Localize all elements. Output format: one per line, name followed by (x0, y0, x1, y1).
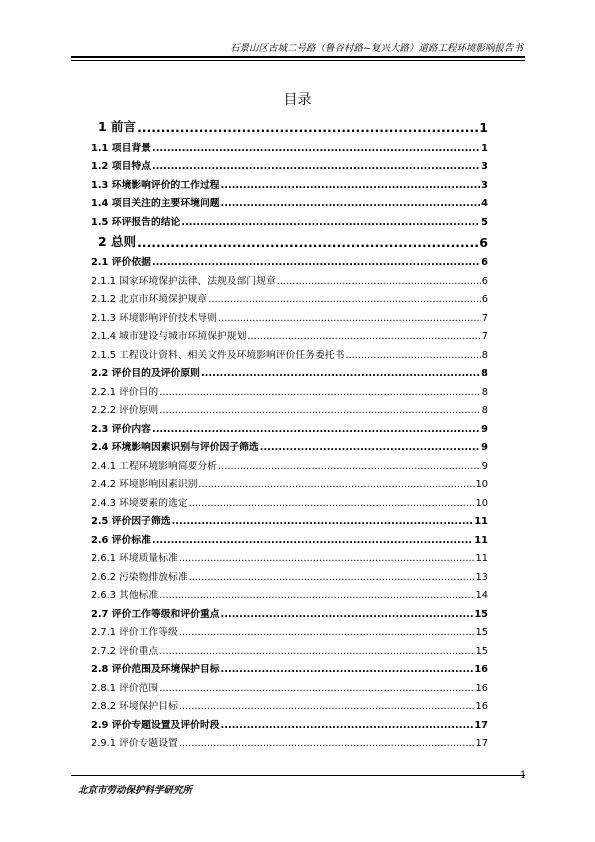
toc-leader-dots (208, 294, 481, 305)
toc-entry-page: 8 (481, 368, 488, 379)
toc-entry-page: 6 (479, 234, 488, 250)
toc-entry-page: 7 (481, 312, 488, 324)
toc-chapter-entry[interactable] (91, 113, 488, 135)
toc-entry-title: 2.4.3 环境要素的选定 (91, 497, 188, 509)
toc-entry-page: 9 (481, 460, 488, 472)
toc-entry[interactable] (91, 546, 488, 565)
toc-leader-dots (159, 590, 474, 601)
toc-entry-title: 2.8 评价范围及环境保护目标 (91, 664, 220, 675)
toc-entry-title: 2.7.2 评价重点 (91, 645, 159, 657)
toc-entry-title: 2.7.1 评价工作等级 (91, 627, 178, 638)
toc-entry[interactable] (91, 209, 488, 228)
toc-leader-dots (277, 276, 481, 287)
toc-entry-page: 8 (481, 386, 488, 398)
toc-leader-dots (137, 120, 478, 135)
toc-leader-dots (152, 424, 480, 435)
toc-entry-title: 2.2.1 评价目的 (91, 386, 159, 398)
toc-entry-title: 2.9.1 评价专题设置 (91, 738, 178, 749)
toc-entry-page: 9 (481, 442, 488, 453)
toc-entry-page: 8 (481, 349, 488, 361)
toc-leader-dots (218, 313, 481, 324)
toc-entry-title: 2.1.3 环境影响评价技术导则 (91, 312, 218, 324)
toc-entry[interactable] (91, 453, 488, 472)
footer-rule (71, 775, 525, 776)
toc-entry-title: 1.3 环境影响评价的工作过程 (91, 179, 220, 191)
toc-entry[interactable] (91, 135, 488, 154)
toc-entry[interactable] (91, 154, 488, 173)
toc-entry-page: 13 (475, 571, 488, 583)
toc-entry-page: 6 (481, 275, 488, 287)
toc-entry[interactable] (91, 472, 488, 491)
toc-entry-title: 1.5 环评报告的结论 (91, 216, 181, 228)
toc-entry-title: 2.2 评价目的及评价原则 (91, 368, 200, 379)
toc-entry-title: 2 总则 (98, 233, 137, 249)
toc-entry[interactable] (91, 712, 488, 731)
toc-entry-page: 11 (474, 534, 488, 546)
toc-entry-page: 6 (481, 294, 488, 305)
toc-entry[interactable] (91, 398, 488, 417)
toc-leader-dots (198, 479, 474, 490)
toc-entry-page: 16 (475, 701, 488, 712)
toc-entry-page: 1 (479, 120, 488, 135)
table-of-contents (91, 113, 488, 749)
toc-entry[interactable] (91, 361, 488, 380)
toc-entry-title: 2.4.1 工程环境影响简要分析 (91, 460, 218, 472)
toc-entry-page: 17 (475, 738, 488, 749)
footer-organization: 北京市劳动保护科学研究所 (78, 785, 193, 796)
toc-entry[interactable] (91, 490, 488, 509)
toc-entry-title: 2.4.2 环境影响因素识别 (91, 479, 198, 490)
toc-leader-dots (172, 516, 474, 527)
toc-entry-page: 10 (475, 479, 488, 490)
toc-entry-title: 2.9 评价专题设置及评价时段 (91, 719, 220, 731)
toc-entry[interactable] (91, 324, 488, 343)
toc-entry-page: 15 (475, 645, 488, 657)
toc-entry-title: 2.6.1 环境质量标准 (91, 553, 178, 564)
toc-leader-dots (152, 143, 480, 154)
toc-leader-dots (221, 720, 474, 731)
toc-leader-dots (179, 701, 475, 712)
page-number: 1 (520, 770, 527, 781)
toc-entry-title: 1.4 项目关注的主要环境问题 (91, 198, 220, 209)
toc-entry[interactable] (91, 268, 488, 287)
toc-entry-title: 2.1 评价依据 (91, 257, 151, 268)
toc-entry-title: 2.1.2 北京市环境保护规章 (91, 294, 208, 305)
toc-leader-dots (179, 553, 475, 564)
toc-entry[interactable] (91, 287, 488, 306)
header-rule-thin (71, 60, 525, 61)
toc-entry-title: 2.1.4 城市建设与城市环境保护规划 (91, 331, 247, 342)
toc-entry[interactable] (91, 620, 488, 639)
toc-entry-page: 16 (475, 682, 488, 694)
toc-title: 目录 (283, 92, 312, 108)
toc-entry[interactable] (91, 675, 488, 694)
toc-leader-dots (179, 627, 475, 638)
toc-leader-dots (189, 572, 475, 583)
toc-entry-page: 11 (474, 516, 488, 527)
toc-entry[interactable] (91, 435, 488, 454)
toc-entry-title: 1.2 项目特点 (91, 161, 151, 172)
toc-entry[interactable] (91, 731, 488, 750)
toc-entry-page: 1 (481, 142, 488, 154)
toc-entry-title: 2.5 评价因子筛选 (91, 516, 171, 527)
toc-entry-title: 2.1.1 国家环境保护法律、法规及部门规章 (91, 275, 276, 287)
running-header: 石景山区古城二号路（鲁谷村路~复兴大路）道路工程环境影响报告书 (230, 43, 523, 54)
toc-entry-page: 6 (481, 257, 488, 268)
toc-entry[interactable] (91, 379, 488, 398)
toc-entry-title: 1 前言 (98, 119, 137, 134)
toc-leader-dots (159, 387, 481, 398)
toc-leader-dots (159, 405, 481, 416)
toc-leader-dots (201, 368, 480, 379)
toc-entry-title: 2.8.2 环境保护目标 (91, 701, 178, 712)
toc-entry-page: 15 (474, 608, 488, 620)
toc-leader-dots (221, 198, 481, 209)
toc-entry-title: 2.8.1 评价范围 (91, 682, 159, 694)
toc-leader-dots (137, 235, 478, 250)
toc-entry-title: 2.6.3 其他标准 (91, 590, 159, 601)
toc-leader-dots (189, 498, 475, 509)
toc-entry-page: 3 (481, 179, 488, 191)
toc-entry[interactable] (91, 601, 488, 620)
toc-entry[interactable] (91, 250, 488, 269)
toc-entry-page: 5 (481, 216, 488, 228)
toc-entry-page: 7 (481, 331, 488, 342)
toc-entry[interactable] (91, 564, 488, 583)
toc-entry[interactable] (91, 191, 488, 210)
toc-entry-page: 4 (481, 198, 488, 209)
header-rule-thick (71, 56, 525, 58)
toc-leader-dots (179, 738, 475, 749)
toc-leader-dots (152, 161, 480, 172)
toc-entry-title: 2.7 评价工作等级和评价重点 (91, 608, 220, 620)
toc-leader-dots (345, 350, 480, 361)
toc-entry-page: 14 (475, 590, 488, 601)
toc-leader-dots (152, 535, 473, 546)
toc-entry-title: 2.4 环境影响因素识别与评价因子筛选 (91, 442, 259, 453)
toc-chapter-entry[interactable] (91, 228, 488, 250)
toc-leader-dots (247, 331, 480, 342)
toc-entry-page: 8 (481, 405, 488, 416)
toc-entry[interactable] (91, 694, 488, 713)
toc-leader-dots (159, 683, 474, 694)
toc-entry[interactable] (91, 509, 488, 528)
toc-leader-dots (221, 609, 474, 620)
toc-entry-title: 1.1 项目背景 (91, 142, 151, 154)
toc-leader-dots (152, 257, 480, 268)
toc-entry-title: 2.2.2 评价原则 (91, 405, 159, 416)
toc-leader-dots (159, 646, 474, 657)
toc-entry[interactable] (91, 583, 488, 602)
toc-entry-page: 3 (481, 161, 488, 172)
toc-leader-dots (218, 461, 481, 472)
toc-leader-dots (260, 442, 480, 453)
toc-entry[interactable] (91, 657, 488, 676)
toc-entry[interactable] (91, 638, 488, 657)
toc-entry-page: 15 (475, 627, 488, 638)
toc-entry-title: 2.1.5 工程设计资料、相关文件及环境影响评价任务委托书 (91, 349, 345, 361)
toc-leader-dots (221, 180, 481, 191)
toc-entry[interactable] (91, 527, 488, 546)
toc-leader-dots (181, 217, 480, 228)
toc-entry[interactable] (91, 416, 488, 435)
toc-entry-page: 16 (474, 664, 488, 675)
toc-entry[interactable] (91, 342, 488, 361)
toc-entry-page: 9 (481, 423, 488, 435)
toc-entry-page: 11 (475, 553, 488, 564)
toc-entry-page: 17 (474, 719, 488, 731)
toc-entry[interactable] (91, 305, 488, 324)
toc-entry-page: 10 (475, 497, 488, 509)
toc-entry-title: 2.3 评价内容 (91, 423, 151, 435)
toc-entry-title: 2.6 评价标准 (91, 534, 151, 546)
toc-entry-title: 2.6.2 污染物排放标准 (91, 571, 188, 583)
toc-entry[interactable] (91, 172, 488, 191)
toc-leader-dots (221, 664, 474, 675)
